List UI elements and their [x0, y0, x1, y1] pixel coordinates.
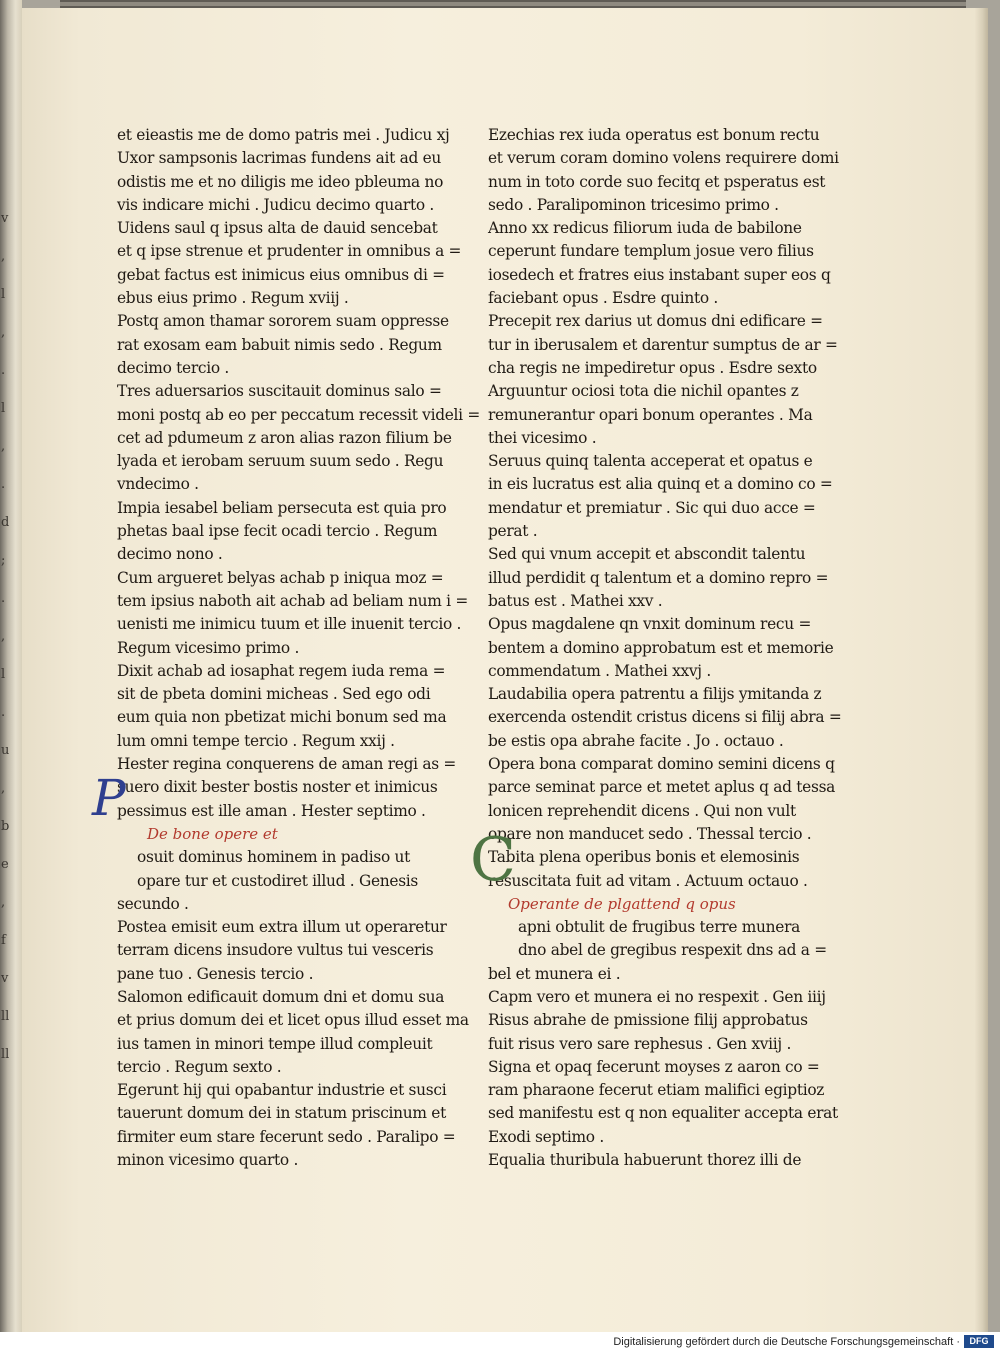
- text-line: Exodi septimo .: [488, 1127, 604, 1146]
- text-line: thei vicesimo .: [488, 428, 597, 447]
- text-line: moni postq ab eo per peccatum recessit videli =: [117, 405, 480, 424]
- text-line: uenisti me inimicu tuum et ille inuenit tercio .: [117, 615, 462, 634]
- text-line: tur in iberusalem et darentur sumptus de ar =: [488, 335, 838, 354]
- text-line: parce seminat parce et metet aplus q ad tessa: [488, 778, 836, 797]
- text-line: exercenda ostendit cristus dicens si filij abra =: [488, 708, 842, 727]
- text-line: Equalia thuribula habuerunt thorez illi de: [488, 1151, 802, 1170]
- right-text-column: [488, 124, 842, 1172]
- text-line: bentem a domino approbatum est et memorie: [488, 638, 834, 657]
- text-line: lyada et ierobam seruum suum sedo . Regu: [117, 452, 444, 471]
- text-line: Postea emisit eum extra illum ut operaretur: [117, 918, 447, 937]
- text-line: decimo tercio .: [117, 358, 229, 377]
- text-line: Precepit rex darius ut domus dni edificare =: [488, 312, 823, 331]
- text-line: secundo .: [117, 894, 189, 913]
- text-line: perat .: [488, 522, 538, 541]
- text-line: pane tuo . Genesis tercio .: [117, 964, 314, 983]
- text-line: ram pharaone fecerut etiam malifici egiptioz: [488, 1081, 825, 1100]
- text-line: Dixit achab ad iosaphat regem iuda rema =: [117, 661, 446, 680]
- text-line: dno abel de gregibus respexit dns ad a =: [518, 941, 827, 960]
- text-line: Ezechias rex iuda operatus est bonum rectu: [488, 126, 820, 144]
- text-line: Regum vicesimo primo .: [117, 638, 300, 657]
- text-line: tem ipsius naboth ait achab ad beliam num i =: [117, 591, 468, 610]
- text-line: et prius domum dei et licet opus illud esset ma: [117, 1011, 469, 1030]
- text-line: et q ipse strenue et prudenter in omnibus a =: [117, 242, 462, 261]
- edge-marks: v , l , . l , . d ; . , l . u , b e , f v ll ll: [1, 211, 10, 1062]
- text-line: lum omni tempe tercio . Regum xxij .: [117, 731, 395, 750]
- text-line: et verum coram domino volens requirere domi: [488, 149, 839, 168]
- text-line: firmiter eum stare fecerunt sedo . Paralipo =: [117, 1127, 456, 1146]
- text-line: Arguuntur ociosi tota die nichil opantes z: [488, 382, 799, 401]
- text-line: faciebant opus . Esdre quinto .: [488, 289, 719, 308]
- text-line: Seruus quinq talenta acceperat et opatus e: [488, 452, 813, 471]
- text-line: ebus eius primo . Regum xviij .: [117, 289, 349, 308]
- text-line: Risus abrahe de pmissione filij approbatus: [488, 1011, 808, 1030]
- text-line: Sed qui vnum accepit et abscondit talentu: [488, 545, 806, 564]
- text-line: sed manifestu est q non equaliter accepta erat: [488, 1104, 838, 1123]
- text-line: odistis me et no diligis me ideo pbleuma no: [117, 172, 444, 191]
- decorated-initial: P: [92, 769, 126, 827]
- text-line: Capm vero et munera ei no respexit . Gen iiij: [488, 987, 826, 1006]
- text-line: minon vicesimo quarto .: [117, 1151, 299, 1170]
- text-line: Impia iesabel beliam persecuta est quia pro: [117, 498, 447, 517]
- text-line: tauerunt domum dei in statum priscinum et: [117, 1104, 446, 1123]
- page-right-edge: [974, 8, 988, 1332]
- text-line: opare tur et custodiret illud . Genesis: [137, 871, 419, 890]
- text-line: Postq amon thamar sororem suam oppresse: [117, 312, 449, 331]
- text-line: Cum argueret belyas achab p iniqua moz =: [117, 568, 444, 587]
- text-line: Opus magdalene qn vnxit dominum recu =: [488, 615, 812, 634]
- text-line: Opera bona comparat domino semini dicens q: [488, 755, 835, 774]
- text-line: vis indicare michi . Judicu decimo quarto .: [117, 195, 434, 214]
- text-line: Tres aduersarios suscitauit dominus salo =: [117, 382, 442, 401]
- text-line: be estis opa abrahe facite . Jo . octauo .: [488, 731, 784, 750]
- text-line: Uidens saul q ipsus alta de dauid sencebat: [117, 219, 438, 238]
- text-line: ius tamen in minori tempe illud compleuit: [117, 1034, 433, 1053]
- text-line: sit de pbeta domini micheas . Sed ego odi: [117, 685, 431, 704]
- text-line: phetas baal ipse fecit ocadi tercio . Regum: [117, 522, 438, 541]
- text-line: fuit risus vero sare rephesus . Gen xviij .: [488, 1034, 792, 1053]
- text-line: et eieastis me de domo patris mei . Judicu xj: [117, 126, 450, 144]
- text-line: cha regis ne impediretur opus . Esdre sexto: [488, 358, 817, 377]
- text-line: apni obtulit de frugibus terre munera: [518, 918, 801, 937]
- text-line: Anno xx redicus filiorum iuda de babilone: [488, 219, 802, 238]
- text-line: eum quia non pbetizat michi bonum sed ma: [117, 708, 447, 727]
- text-line: ceperunt fundare templum josue vero filius: [488, 242, 814, 261]
- text-line: opare non manducet sedo . Thessal tercio .: [488, 824, 812, 843]
- text-line: Hester regina conquerens de aman regi as =: [117, 755, 457, 774]
- text-line: resuscitata fuit ad vitam . Actuum octauo .: [488, 871, 808, 890]
- footer-bar: [0, 1332, 1000, 1352]
- text-line: Tabita plena operibus bonis et elemosinis: [488, 848, 800, 867]
- text-line: Uxor sampsonis lacrimas fundens ait ad eu: [117, 149, 442, 168]
- text-line: rat exosam eam babuit nimis sedo . Regum: [117, 335, 442, 354]
- text-line: Laudabilia opera patrentu a filijs ymitanda z: [488, 685, 822, 704]
- text-line: decimo nono .: [117, 545, 223, 564]
- text-line: lonicen reprehendit dicens . Qui non vult: [488, 801, 796, 820]
- book-top-edge-inner: [60, 2, 966, 6]
- text-line: terram dicens insudore vultus tui vesceris: [117, 941, 434, 960]
- text-line: bel et munera ei .: [488, 964, 621, 983]
- text-line: osuit dominus hominem in padiso ut: [137, 848, 411, 867]
- text-line: suero dixit bester bostis noster et inimicus: [117, 778, 438, 797]
- text-line: cet ad pdumeum z aron alias razon filium be: [117, 428, 452, 447]
- text-line: iosedech et fratres eius instabant super eos q: [488, 265, 831, 284]
- rubric-heading: De bone opere et: [147, 824, 278, 843]
- text-line: in eis lucratus est alia quinq et a domino co =: [488, 475, 833, 494]
- text-line: tercio . Regum sexto .: [117, 1057, 282, 1076]
- book-edge-left: [0, 0, 22, 1332]
- text-line: batus est . Mathei xxv .: [488, 591, 663, 610]
- text-line: Salomon edificauit domum dni et domu sua: [117, 987, 445, 1006]
- left-text-column: [117, 124, 480, 1172]
- text-line: illud perdidit q talentum et a domino repro =: [488, 568, 829, 587]
- text-line: Egerunt hij qui opabantur industrie et susci: [117, 1081, 447, 1100]
- text-line: num in toto corde suo fecitq et psperatus est: [488, 172, 826, 191]
- text-line: gebat factus est inimicus eius omnibus di =: [117, 265, 445, 284]
- decorated-initial: C: [470, 825, 516, 895]
- text-line: mendatur et premiatur . Sic qui duo acce =: [488, 498, 816, 517]
- funding-notice: Digitalisierung gefördert durch die Deutsche Forschungsgemeinschaft ·: [613, 1336, 960, 1348]
- rubric-heading: Operante de plgattend q opus: [508, 894, 736, 913]
- text-line: remunerantur opari bonum operantes . Ma: [488, 405, 813, 424]
- text-line: sedo . Paralipominon tricesimo primo .: [488, 195, 779, 214]
- text-line: commendatum . Mathei xxvj .: [488, 661, 711, 680]
- text-line: Signa et opaq fecerunt moyses z aaron co =: [488, 1057, 820, 1076]
- dfg-logo: DFG: [964, 1335, 994, 1348]
- text-line: vndecimo .: [117, 475, 199, 494]
- text-line: pessimus est ille aman . Hester septimo .: [117, 801, 426, 820]
